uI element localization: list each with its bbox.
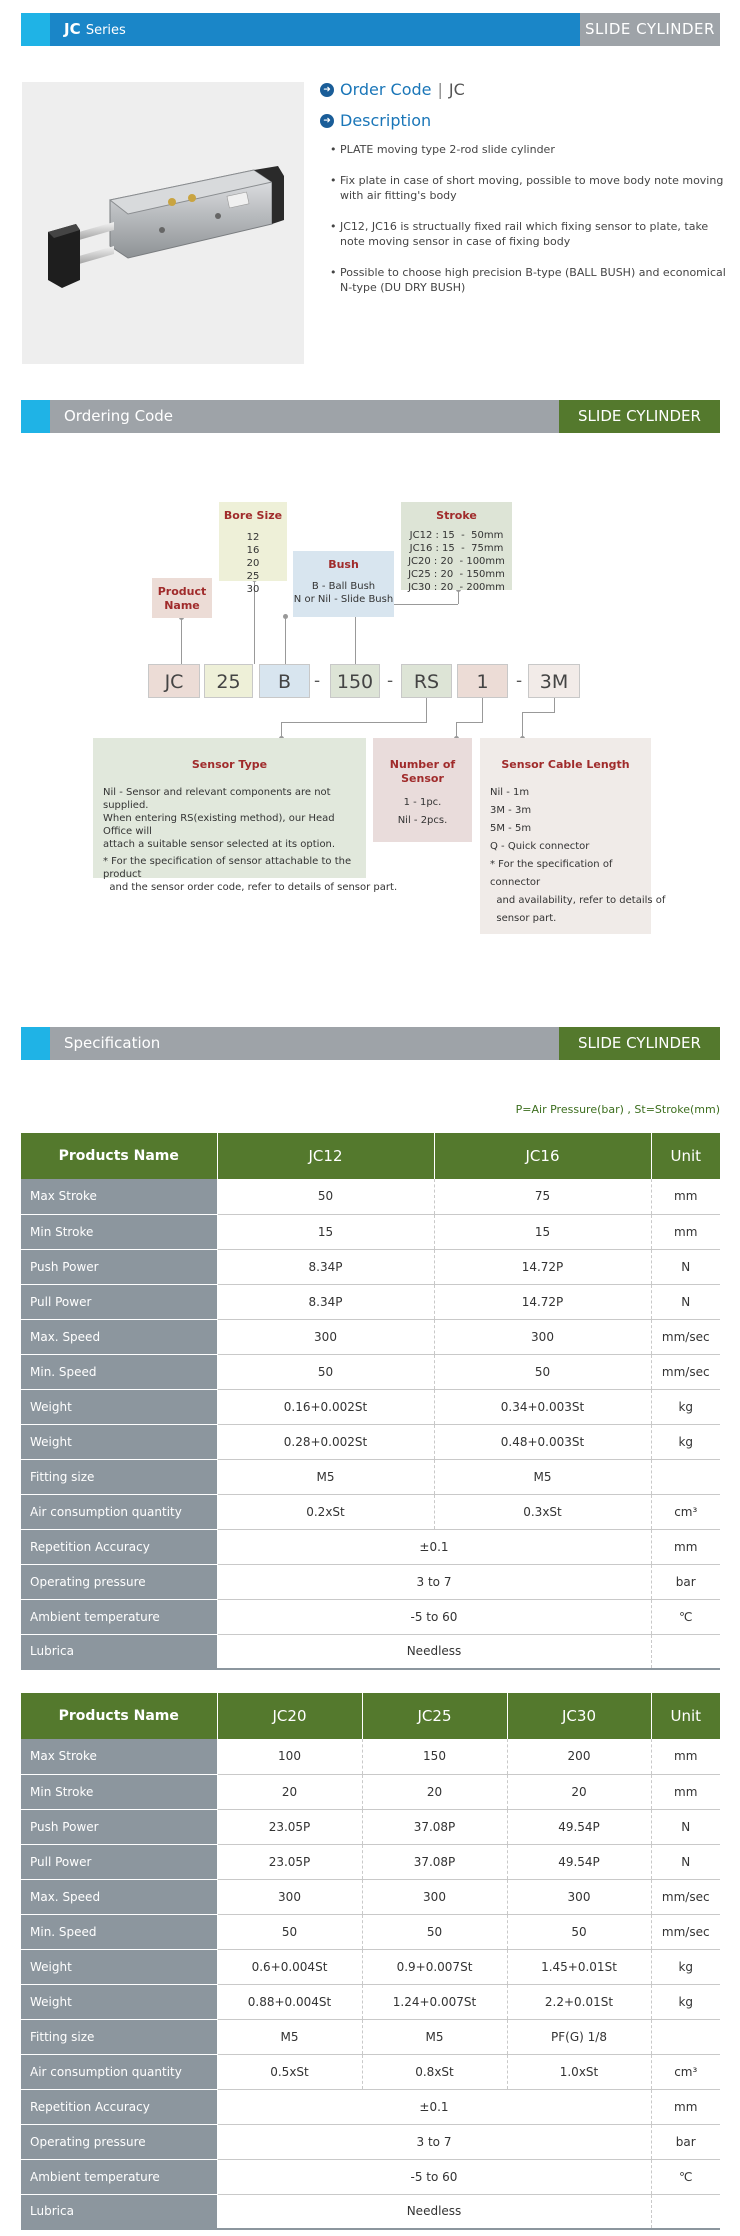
- table-row: [21, 1459, 720, 1494]
- value-cell: 0.16+0.002St: [217, 1389, 434, 1424]
- code-product-name: JC: [148, 664, 200, 698]
- unit-cell: [651, 2019, 720, 2054]
- code-dash: -: [314, 671, 321, 691]
- value-cell: 0.48+0.003St: [434, 1424, 651, 1459]
- value-cell: 37.08P: [362, 1844, 507, 1879]
- connector-line: [456, 722, 483, 723]
- row-label: Air consumption quantity: [21, 2054, 217, 2089]
- row-label: Max Stroke: [21, 1739, 217, 1774]
- header-model: JC30: [507, 1693, 651, 1739]
- value-cell: 300: [217, 1879, 362, 1914]
- connector-line: [181, 618, 182, 664]
- value-cell: 100: [217, 1739, 362, 1774]
- row-label: Min Stroke: [21, 1774, 217, 1809]
- value-cell: 300: [507, 1879, 651, 1914]
- row-label: Weight: [21, 1949, 217, 1984]
- value-cell: 0.28+0.002St: [217, 1424, 434, 1459]
- value-cell: 50: [217, 1179, 434, 1214]
- value-cell: 0.5xSt: [217, 2054, 362, 2089]
- table-row: [21, 1424, 720, 1459]
- value-cell: 1.0xSt: [507, 2054, 651, 2089]
- bore-size-value: 30: [246, 584, 260, 595]
- value-cell: 0.3xSt: [434, 1494, 651, 1529]
- order-code-label: Order Code: [340, 80, 432, 99]
- value-cell: 23.05P: [217, 1844, 362, 1879]
- row-label: Ambient temperature: [21, 1599, 217, 1634]
- row-label: Weight: [21, 1984, 217, 2019]
- value-cell: 49.54P: [507, 1844, 651, 1879]
- arrow-circle-icon: ➜: [320, 83, 334, 97]
- table-row: [21, 1564, 720, 1599]
- row-label: Operating pressure: [21, 1564, 217, 1599]
- row-label: Max Stroke: [21, 1179, 217, 1214]
- value-cell: 14.72P: [434, 1284, 651, 1319]
- bore-size-value: 25: [246, 571, 260, 582]
- sensor-type-note: and the sensor order code, refer to details of sensor part.: [103, 882, 398, 893]
- value-cell: 23.05P: [217, 1809, 362, 1844]
- unit-cell: ℃: [651, 2159, 720, 2194]
- header-model: JC16: [434, 1133, 651, 1179]
- row-label: Operating pressure: [21, 2124, 217, 2159]
- order-code-value: JC: [448, 80, 465, 99]
- table-row: [21, 1774, 720, 1809]
- unit-cell: mm/sec: [651, 1879, 720, 1914]
- value-cell: 15: [434, 1214, 651, 1249]
- code-cable-length: 3M: [528, 664, 580, 698]
- code-bush: B: [259, 664, 310, 698]
- row-label: Weight: [21, 1424, 217, 1459]
- cable-length-note: and availability, refer to details of: [490, 895, 666, 906]
- unit-cell: mm: [651, 1179, 720, 1214]
- unit-cell: N: [651, 1284, 720, 1319]
- value-cell: 50: [217, 1354, 434, 1389]
- table-row: [21, 2194, 720, 2229]
- row-label: Fitting size: [21, 2019, 217, 2054]
- table-row: [21, 1354, 720, 1389]
- table-row: [21, 1949, 720, 1984]
- header-products-name: Products Name: [21, 1693, 217, 1739]
- unit-cell: kg: [651, 1984, 720, 2019]
- cable-length-note: * For the specification of connector: [490, 859, 613, 888]
- row-label: Ambient temperature: [21, 2159, 217, 2194]
- value-cell: M5: [217, 1459, 434, 1494]
- merged-value-cell: ±0.1: [217, 1529, 651, 1564]
- row-label: Pull Power: [21, 1284, 217, 1319]
- connector-line: [522, 712, 523, 738]
- value-cell: M5: [362, 2019, 507, 2054]
- value-cell: 15: [217, 1214, 434, 1249]
- sensor-type-note: * For the specification of sensor attachable to the product: [103, 856, 352, 880]
- cable-length-title: Sensor Cable Length: [501, 758, 630, 771]
- header-products-name: Products Name: [21, 1133, 217, 1179]
- category-label: SLIDE CYLINDER: [559, 1027, 720, 1060]
- table-row: [21, 2019, 720, 2054]
- table-row: [21, 1599, 720, 1634]
- table-row: [21, 1319, 720, 1354]
- unit-cell: mm: [651, 1739, 720, 1774]
- unit-cell: cm³: [651, 1494, 720, 1529]
- cable-length-option: Q - Quick connector: [490, 841, 590, 852]
- unit-cell: [651, 1634, 720, 1669]
- value-cell: 0.88+0.004St: [217, 1984, 362, 2019]
- table-row: [21, 2089, 720, 2124]
- row-label: Repetition Accuracy: [21, 2089, 217, 2124]
- merged-value-cell: ±0.1: [217, 2089, 651, 2124]
- unit-cell: bar: [651, 2124, 720, 2159]
- unit-cell: mm/sec: [651, 1354, 720, 1389]
- header-model: JC25: [362, 1693, 507, 1739]
- unit-cell: ℃: [651, 1599, 720, 1634]
- accent-square: [21, 13, 50, 46]
- row-label: Fitting size: [21, 1459, 217, 1494]
- connector-line: [482, 698, 483, 722]
- header-unit: Unit: [651, 1693, 720, 1739]
- sensor-type-note: attach a suitable sensor selected at its option.: [103, 839, 336, 850]
- ordering-code-bar: [21, 400, 720, 433]
- unit-cell: mm/sec: [651, 1914, 720, 1949]
- unit-cell: bar: [651, 1564, 720, 1599]
- code-dash: -: [387, 671, 394, 691]
- value-cell: 50: [217, 1914, 362, 1949]
- value-cell: 0.6+0.004St: [217, 1949, 362, 1984]
- connector-line: [285, 617, 286, 664]
- unit-cell: mm: [651, 1529, 720, 1564]
- row-label: Weight: [21, 1389, 217, 1424]
- stroke-range: JC30 : 20 - 200mm: [408, 582, 505, 593]
- cable-length-note: sensor part.: [490, 913, 557, 924]
- row-label: Push Power: [21, 1809, 217, 1844]
- cable-length-option: Nil - 1m: [490, 787, 530, 798]
- category-label: SLIDE CYLINDER: [559, 400, 720, 433]
- accent-square: [21, 1027, 50, 1060]
- unit-cell: kg: [651, 1949, 720, 1984]
- unit-cell: mm: [651, 1774, 720, 1809]
- code-sensor-type: RS: [401, 664, 452, 698]
- value-cell: 1.45+0.01St: [507, 1949, 651, 1984]
- series-code: JC: [64, 20, 81, 38]
- description-label: Description: [340, 111, 432, 130]
- number-of-sensor-box: [373, 738, 472, 842]
- bush-option: N or Nil - Slide Bush: [293, 594, 394, 605]
- sensor-type-box: [93, 738, 398, 893]
- stroke-range: JC12 : 15 - 50mm: [409, 530, 504, 541]
- ordering-code-title: Ordering Code: [50, 400, 580, 433]
- unit-cell: N: [651, 1249, 720, 1284]
- table-header-row: [21, 1133, 720, 1179]
- table-row: [21, 1529, 720, 1564]
- description-item: • Possible to choose high precision B-type (BALL BUSH) and economical N-type (DU DRY BUSH): [340, 265, 730, 295]
- value-cell: 20: [217, 1774, 362, 1809]
- value-cell: 8.34P: [217, 1249, 434, 1284]
- unit-cell: mm: [651, 2089, 720, 2124]
- code-bore-size: 25: [204, 664, 253, 698]
- value-cell: 150: [362, 1739, 507, 1774]
- row-label: Max. Speed: [21, 1879, 217, 1914]
- value-cell: M5: [217, 2019, 362, 2054]
- stroke-range: JC25 : 20 - 150mm: [408, 569, 505, 580]
- spec-table-jc20-jc30: [21, 1693, 720, 2230]
- description-list: [340, 142, 730, 311]
- row-label: Min. Speed: [21, 1914, 217, 1949]
- arrow-circle-icon: ➜: [320, 114, 334, 128]
- row-label: Push Power: [21, 1249, 217, 1284]
- stroke-range: JC20 : 20 - 100mm: [408, 556, 505, 567]
- value-cell: 0.2xSt: [217, 1494, 434, 1529]
- value-cell: 1.24+0.007St: [362, 1984, 507, 2019]
- unit-cell: N: [651, 1809, 720, 1844]
- order-code-line: [320, 80, 465, 99]
- table-row: [21, 1844, 720, 1879]
- table-body: [21, 1179, 720, 1669]
- connector-dot: [283, 614, 288, 619]
- merged-value-cell: Needless: [217, 1634, 651, 1669]
- number-of-sensor-title: Number of Sensor: [389, 758, 456, 785]
- bush-option: B - Ball Bush: [311, 581, 376, 592]
- sensor-type-note: Nil - Sensor and relevant components are not supplied.: [103, 787, 331, 811]
- row-label: Air consumption quantity: [21, 1494, 217, 1529]
- value-cell: 0.34+0.003St: [434, 1389, 651, 1424]
- connector-line: [281, 722, 427, 723]
- bore-size-value: 20: [246, 558, 260, 569]
- value-cell: 200: [507, 1739, 651, 1774]
- slide-cylinder-image: [22, 82, 304, 364]
- value-cell: 0.8xSt: [362, 2054, 507, 2089]
- merged-value-cell: -5 to 60: [217, 1599, 651, 1634]
- merged-value-cell: Needless: [217, 2194, 651, 2229]
- unit-cell: [651, 2194, 720, 2229]
- bore-size-value: 12: [246, 532, 260, 543]
- unit-cell: mm/sec: [651, 1319, 720, 1354]
- table-row: [21, 1879, 720, 1914]
- specification-bar: [21, 1027, 720, 1060]
- row-label: Lubrica: [21, 1634, 217, 1669]
- table-row: [21, 1494, 720, 1529]
- value-cell: 300: [217, 1319, 434, 1354]
- cable-length-option: 3M - 3m: [490, 805, 532, 816]
- bush-title: Bush: [328, 558, 359, 571]
- header-model: JC20: [217, 1693, 362, 1739]
- unit-cell: mm: [651, 1214, 720, 1249]
- table-row: [21, 1634, 720, 1669]
- order-code-separator: |: [437, 80, 443, 99]
- table-row: [21, 1214, 720, 1249]
- row-label: Max. Speed: [21, 1319, 217, 1354]
- connector-line: [554, 698, 555, 712]
- table-row: [21, 1739, 720, 1774]
- bore-size-title: Bore Size: [223, 509, 283, 522]
- stroke-range: JC16 : 15 - 75mm: [409, 543, 504, 554]
- merged-value-cell: -5 to 60: [217, 2159, 651, 2194]
- table-header-row: [21, 1693, 720, 1739]
- value-cell: 2.2+0.01St: [507, 1984, 651, 2019]
- number-of-sensor-option: Nil - 2pcs.: [397, 815, 448, 826]
- spec-table-jc12-jc16: [21, 1133, 720, 1670]
- unit-cell: kg: [651, 1389, 720, 1424]
- description-item: • Fix plate in case of short moving, possible to move body note moving with air fitting's body: [340, 173, 730, 203]
- connector-line: [522, 712, 555, 713]
- accent-square: [21, 400, 50, 433]
- stroke-box: [401, 502, 512, 593]
- table-row: [21, 1179, 720, 1214]
- unit-cell: cm³: [651, 2054, 720, 2089]
- table-row: [21, 1389, 720, 1424]
- row-label: Min. Speed: [21, 1354, 217, 1389]
- value-cell: 300: [434, 1319, 651, 1354]
- series-title: [50, 13, 580, 46]
- description-heading: [320, 111, 431, 130]
- bush-box: [293, 551, 394, 617]
- cable-length-option: 5M - 5m: [490, 823, 532, 834]
- table-row: [21, 1284, 720, 1319]
- connector-line: [426, 698, 427, 722]
- row-label: Repetition Accuracy: [21, 1529, 217, 1564]
- code-stroke: 150: [330, 664, 380, 698]
- value-cell: 50: [507, 1914, 651, 1949]
- table-row: [21, 2054, 720, 2089]
- product-name-title: Product Name: [157, 585, 207, 612]
- code-dash: -: [516, 671, 523, 691]
- unit-cell: N: [651, 1844, 720, 1879]
- value-cell: 49.54P: [507, 1809, 651, 1844]
- table-body: [21, 1739, 720, 2229]
- value-cell: 300: [362, 1879, 507, 1914]
- product-photo: [22, 82, 304, 364]
- description-item: • JC12, JC16 is structually fixed rail which fixing sensor to plate, take note moving sensor in case of fixing body: [340, 219, 730, 249]
- value-cell: M5: [434, 1459, 651, 1494]
- table-row: [21, 2159, 720, 2194]
- sensor-type-note: When entering RS(existing method), our Head Office will: [103, 813, 335, 837]
- sensor-type-title: Sensor Type: [191, 758, 268, 771]
- bore-size-value: 16: [246, 545, 260, 556]
- value-cell: 50: [434, 1354, 651, 1389]
- product-name-box: [152, 578, 212, 618]
- value-cell: 75: [434, 1179, 651, 1214]
- value-cell: 8.34P: [217, 1284, 434, 1319]
- cable-length-box: [480, 738, 666, 934]
- value-cell: 14.72P: [434, 1249, 651, 1284]
- unit-cell: [651, 1459, 720, 1494]
- row-label: Pull Power: [21, 1844, 217, 1879]
- number-of-sensor-option: 1 - 1pc.: [403, 797, 442, 808]
- value-cell: 37.08P: [362, 1809, 507, 1844]
- merged-value-cell: 3 to 7: [217, 2124, 651, 2159]
- table-row: [21, 1984, 720, 2019]
- table-row: [21, 1249, 720, 1284]
- merged-value-cell: 3 to 7: [217, 1564, 651, 1599]
- description-item: • PLATE moving type 2-rod slide cylinder: [340, 142, 730, 157]
- value-cell: PF(G) 1/8: [507, 2019, 651, 2054]
- bore-size-box: [219, 502, 287, 595]
- value-cell: 50: [362, 1914, 507, 1949]
- table-row: [21, 2124, 720, 2159]
- category-label: SLIDE CYLINDER: [580, 13, 720, 46]
- unit-note: P=Air Pressure(bar) , St=Stroke(mm): [515, 1103, 720, 1116]
- value-cell: 20: [362, 1774, 507, 1809]
- table-row: [21, 1809, 720, 1844]
- row-label: Lubrica: [21, 2194, 217, 2229]
- code-number-of-sensor: 1: [457, 664, 508, 698]
- header-model: JC12: [217, 1133, 434, 1179]
- value-cell: 0.9+0.007St: [362, 1949, 507, 1984]
- table-row: [21, 1914, 720, 1949]
- stroke-title: Stroke: [436, 509, 477, 522]
- row-label: Min Stroke: [21, 1214, 217, 1249]
- value-cell: 20: [507, 1774, 651, 1809]
- unit-cell: kg: [651, 1424, 720, 1459]
- series-word: Series: [85, 23, 126, 38]
- series-header-bar: [21, 13, 720, 46]
- specification-title: Specification: [50, 1027, 580, 1060]
- header-unit: Unit: [651, 1133, 720, 1179]
